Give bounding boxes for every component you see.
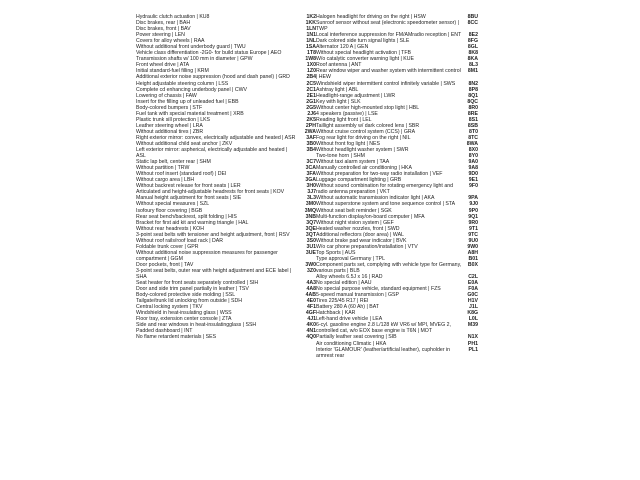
option-code: 8S1 — [468, 116, 478, 123]
option-code: 9R0 — [468, 219, 478, 226]
option-code: 9Q1 — [468, 213, 478, 220]
option-row — [316, 322, 478, 334]
option-code: 2WA — [304, 128, 316, 135]
option-description: Front wheel drive | ATA — [136, 62, 190, 69]
option-code: PL1 — [468, 346, 478, 353]
option-code: 1T8 — [307, 50, 316, 57]
option-description: Disc brakes, front | BAV — [136, 26, 191, 33]
option-description: W/o car phone preparation/installation | VTV — [316, 243, 418, 250]
option-code: 8P8 — [468, 86, 478, 93]
option-description: Without roof rails/roof load rack | DAR — [136, 237, 223, 244]
option-code: 3H0 — [306, 183, 316, 190]
option-description: Static lap belt, center rear | SHM — [136, 159, 211, 166]
option-code: 8QC — [467, 98, 478, 105]
option-code: 1Z0 — [307, 68, 316, 75]
option-description: Lowering of chassis | FAW — [136, 92, 197, 99]
option-description: Power steering | LEN — [136, 32, 185, 39]
option-description: Tires 225/45 R17 | REI — [316, 298, 369, 305]
option-description: 4 speakers (passive) | LSE — [316, 110, 378, 117]
option-row — [316, 68, 478, 80]
option-description: Headlight-range adjustment | LWR — [316, 92, 396, 99]
option-code: 9A0 — [468, 159, 478, 166]
option-description: W/o catalytic converter warning light | KUE — [316, 56, 414, 63]
option-description: No special edition | AAU — [316, 280, 372, 287]
option-description: Foldable trunk cover | GPR — [136, 243, 199, 250]
option-row — [136, 334, 316, 340]
option-row — [316, 262, 478, 274]
option-code: PH1 — [467, 340, 478, 347]
option-description: Without automatic transmission indicator light | AKA — [316, 195, 435, 202]
option-description: Battery 280 A (60 Ah) | BAT — [316, 304, 379, 311]
option-code: 8R0 — [468, 104, 478, 111]
option-code: N1X — [467, 334, 478, 341]
option-description: Left-hand drive vehicle | LEA — [316, 316, 383, 323]
option-description: Luggage compartment lighting | GRB — [316, 177, 402, 184]
option-code: 9P0 — [468, 207, 478, 214]
option-code: C2L — [468, 274, 478, 281]
option-code: G0C — [467, 292, 478, 299]
option-description: Without night vision system | GEF — [316, 219, 394, 226]
option-description: Without additional tires | ZBR — [136, 128, 204, 135]
option-description: Alternator 120 A | GEN — [316, 44, 369, 51]
option-code: 3NB — [305, 213, 316, 220]
option-code: 4A8 — [306, 286, 316, 293]
option-description: Door pockets, front | TAV — [136, 261, 194, 268]
option-description: Additional reflectors (door area) | WAL — [316, 231, 404, 238]
option-description: Without additional child seat anchor | ZKV — [136, 140, 233, 147]
option-code: 3B0 — [306, 140, 316, 147]
option-description: Hydraulic clutch actuation | KU8 — [136, 14, 210, 20]
option-code: 1X0 — [306, 62, 316, 69]
option-code: 2PH — [305, 122, 316, 129]
option-description: No flame retardent materials | SES — [136, 334, 217, 341]
option-description: Fuel tank with special material treatment | XRB — [136, 110, 244, 117]
option-code: 3QE — [305, 225, 316, 232]
option-code: 3AF — [306, 134, 316, 141]
option-description: Seat heater for front seats separately controlled | SIH — [136, 280, 259, 287]
option-code: 8Y0 — [468, 153, 478, 160]
option-code: 1SA — [305, 44, 316, 51]
option-description: Body-colored bumpers | STF — [136, 104, 203, 111]
option-description: Disc brakes, rear | BAH — [136, 20, 191, 27]
option-code: 8SB — [467, 122, 478, 129]
option-description: Component parts set, complying with vehicle type for Germany, various parts | BLB — [316, 261, 462, 274]
option-code: 3U1 — [306, 243, 316, 250]
option-description: Without additional front underbody guard | TWU — [136, 44, 246, 51]
option-description: Interior 'GLAMOUR' (leather/artificial leather), cupholder in armrest rear — [316, 346, 451, 359]
option-code: 4N1 — [306, 328, 316, 335]
option-description: Manual height adjustment for front seats | SIE — [136, 195, 242, 202]
option-description: Sunroof sensor without seat (electronic speedometer sensor) | TWP — [316, 20, 459, 33]
option-description: Local interference suppression for FM/AMradio reception | ENT — [316, 32, 462, 39]
option-code: 2G1 — [306, 98, 316, 105]
option-code: 3FA — [306, 171, 316, 178]
option-code: 9U0 — [468, 237, 478, 244]
option-code: 3M0 — [305, 201, 316, 208]
option-description: Left exterior mirror: aspherical, electrically adjustable and heated | ASL — [136, 147, 288, 160]
option-description: Top Sports | AUS — [316, 249, 356, 256]
option-description: Rear window wiper and washer system with intermittent control | HEW — [316, 68, 461, 81]
option-description: Tailgate/trunk lid unlocking from outside | SDH — [136, 298, 243, 305]
option-code: 2E1 — [306, 92, 316, 99]
option-code: 3B4 — [306, 147, 316, 154]
option-code: 1N1 — [306, 32, 316, 39]
option-list-right — [316, 14, 478, 359]
option-description: Body-colored protective side molding | SSL — [136, 292, 236, 299]
option-code: 3GA — [305, 177, 316, 184]
option-description: Articulated and height-adjustable headrests for front seats | KOV — [136, 189, 285, 196]
option-description: Covers for alloy wheels | RAA — [136, 38, 205, 45]
option-code: 1NL — [306, 38, 316, 45]
option-description: Rear seat bench/backrest, split folding | HIS — [136, 213, 237, 220]
option-code: 8BU — [467, 14, 478, 20]
option-code: 9PA — [468, 195, 478, 202]
option-row — [136, 268, 316, 280]
option-code: 8M1 — [467, 68, 478, 75]
option-description: Halogen headlight for driving on the right | HSW — [316, 14, 426, 20]
option-description: Reading light front | LEL — [316, 116, 372, 123]
option-description: Without special measures | SZL — [136, 201, 210, 208]
option-description: Without preparation for two-way radio installation | VEF — [316, 171, 443, 178]
option-code: E0A — [467, 280, 478, 287]
option-list-left — [136, 14, 316, 341]
option-description: Heated washer nozzles, front | SWD — [316, 225, 400, 232]
option-code: 2J6 — [307, 110, 316, 117]
option-code: 8RE — [467, 110, 478, 117]
option-code: 9A8 — [468, 165, 478, 172]
option-description: Without cargo area | LBH — [136, 177, 195, 184]
option-code: 8N2 — [468, 80, 478, 87]
option-code: 4AB — [305, 292, 316, 299]
option-code: 3J7 — [307, 189, 316, 196]
option-description: Without cruise control system (CCS) | GRA — [316, 128, 416, 135]
option-code: 8T0 — [469, 128, 478, 135]
option-description: Without front fog light | NES — [316, 140, 380, 147]
option-code: 4A3 — [306, 280, 316, 287]
option-code: 8E2 — [468, 32, 478, 39]
option-code: 8L3 — [469, 62, 478, 69]
option-description: Fog rear light for driving on the right | NIL — [316, 134, 411, 141]
option-code: 4Q0 — [306, 334, 316, 341]
option-code: 8K8 — [468, 50, 478, 57]
option-description: Without brake pad wear indicator | BVK — [316, 237, 407, 244]
option-description: Without superstone system and tone sequence control | STA — [316, 201, 456, 208]
option-description: Multi-function display/on-board computer | MFA — [316, 213, 425, 220]
option-code: 9E1 — [468, 177, 478, 184]
option-code: B0X — [467, 261, 478, 268]
option-code: 9J0 — [469, 201, 478, 208]
option-description: Manually controlled air conditioning | HKA — [316, 165, 412, 172]
option-code: 3MQ — [304, 207, 316, 214]
option-description: Alloy wheels 6.5J x 16 | RAD — [316, 274, 383, 281]
option-code: 8KA — [467, 56, 478, 63]
option-row — [136, 147, 316, 159]
option-description: Without backrest release for front seats | LER — [136, 183, 241, 190]
option-description: Dark colored side turn signal lights | SLE — [316, 38, 410, 45]
option-description: Without center high-mounted stop light | HBL — [316, 104, 420, 111]
option-code: 9W0 — [467, 243, 478, 250]
option-code: 2G5 — [306, 104, 316, 111]
option-code: 3Z0 — [307, 267, 316, 274]
option-code: 4K0 — [306, 322, 316, 329]
option-code: 8TC — [468, 134, 478, 141]
option-description: Ashtray light | ABL — [316, 86, 359, 93]
option-description: Without additional noise suppression measures for passenger compartment | GGM — [136, 249, 278, 262]
option-description: Windshield wiper intermittent control infinitely variable | SWS — [316, 80, 456, 87]
option-code: 8WA — [466, 140, 478, 147]
option-description: Without special headlight activation | TFB — [316, 50, 411, 57]
option-code: 3C7 — [306, 159, 316, 166]
option-code: 1KK — [305, 20, 316, 27]
option-code: 1LN — [306, 26, 316, 33]
option-code: J1L — [469, 304, 478, 311]
option-code: K8G — [467, 310, 478, 317]
option-description: Additional exterior noise suppression (hood and dash panel) | GRD — [136, 74, 290, 81]
option-description: Without rear headrests | KOH — [136, 225, 204, 232]
option-description: 6-cyl. gasoline engine 2.8 L/128 kW VR6 w/ MPI, MVEG 2, controlled cat, w/o EOX base engine is T6N | MOT — [316, 322, 451, 335]
option-row — [316, 347, 478, 359]
option-description: Air conditioning Climatic | HKA — [316, 340, 387, 347]
option-description: Without seat belt reminder | SGK — [316, 207, 392, 214]
option-code: 8FG — [467, 38, 478, 45]
option-code: B01 — [468, 255, 478, 262]
option-description: Right exterior mirror: convex, electrically adjustable and heated | ASR — [136, 134, 296, 141]
option-code: 9D0 — [468, 171, 478, 178]
option-code: 8Q1 — [468, 92, 478, 99]
option-description: Central locking system | TKV — [136, 304, 203, 311]
option-code: 8GL — [467, 44, 478, 51]
option-description: Leather steering wheel | LRA — [136, 122, 203, 129]
option-description: Type approval Germany | TPL — [316, 255, 386, 262]
option-code: H1V — [467, 298, 478, 305]
option-code: F0A — [468, 286, 478, 293]
option-code: 3Q7 — [306, 219, 316, 226]
option-description: Without headlight washer system | SWR — [316, 147, 409, 154]
option-description: 3-point seat belts, outer rear with height adjustment and ECE label | SHA — [136, 267, 292, 281]
option-description: Without roof insert (standard roof) | DEI — [136, 171, 227, 178]
option-description: 5-speed manual transmission | GSP — [316, 292, 399, 299]
option-description: Door and side trim panel partially in leather | TSV — [136, 286, 249, 293]
option-description: Isofoury floor covering | BGB — [136, 207, 203, 214]
option-description: Two-tone horn | SHM — [316, 153, 365, 160]
option-description: Taillight assembly w/ dark colored lens | SBR — [316, 122, 420, 129]
option-code: 4J1 — [307, 316, 316, 323]
option-code: A8H — [467, 249, 478, 256]
option-code: 3W0 — [305, 261, 316, 268]
option-code: 3QT — [305, 231, 316, 238]
option-code: 9T1 — [469, 225, 478, 232]
option-code: 1K2 — [306, 14, 316, 20]
option-description: Hatchback | KAR — [316, 310, 356, 317]
option-code: 9F0 — [469, 183, 478, 190]
option-description: Height adjustable steering column | LSS — [136, 80, 229, 87]
option-code: 8CC — [467, 20, 478, 27]
option-description: Initial standard-fuel filling | KRM — [136, 68, 209, 75]
option-description: Without sound combination for rotating emergency light and radio antenna preparation | VKT — [316, 183, 453, 196]
option-description: Side and rear windows in heat-insulatingglass | SSH — [136, 322, 257, 329]
option-code: 2C1 — [306, 86, 316, 93]
option-row — [316, 183, 478, 195]
option-code: 9TC — [468, 231, 478, 238]
option-description: No special purpose vehicle, standard equipment | FZS — [316, 286, 441, 293]
option-code: 4GF — [305, 310, 316, 317]
option-description: 3-point seat belts with tensioner and height adjustment, front | RSV — [136, 231, 290, 238]
option-description: Windshield in heat-insulating glass | WSS — [136, 310, 232, 317]
option-code: 3CA — [305, 165, 316, 172]
option-code: 4E0 — [306, 298, 316, 305]
option-code: 8X0 — [468, 147, 478, 154]
option-description: Vehicle class differentiation -2G0- for build status Europe | AEO — [136, 50, 282, 57]
option-description: Without taxi alarm system | TAA — [316, 159, 390, 166]
option-description: Key with light | SLK — [316, 98, 361, 105]
option-description: Without partition | TRW — [136, 165, 190, 172]
option-code: 3L3 — [307, 195, 316, 202]
option-description: Padded dashboard | INT — [136, 328, 193, 335]
option-code: 4F1 — [307, 304, 316, 311]
option-description: Partially leather seat covering | SIB — [316, 334, 397, 341]
option-code: 3UE — [305, 249, 316, 256]
option-code: L0L — [468, 316, 478, 323]
option-row — [316, 20, 478, 32]
option-description: Transmission shafts w/ 100 mm in diameter | GPW — [136, 56, 253, 63]
option-description: Complete cd enhancing underbody panel | CWV — [136, 86, 247, 93]
option-code: 2B4 — [306, 74, 316, 81]
option-code: 2C5 — [306, 80, 316, 87]
option-code: 3S0 — [306, 237, 316, 244]
option-description: Roof antenna | ANT — [316, 62, 362, 69]
option-code: M39 — [467, 322, 478, 329]
option-row — [136, 250, 316, 262]
option-description: Insert for the filling up of unleaded fuel | EBB — [136, 98, 239, 105]
option-code: 2K5 — [306, 116, 316, 123]
option-description: Floor tray, extension center console | ZTA — [136, 316, 232, 323]
option-description: Plastic trunk sill protection | LKS — [136, 116, 211, 123]
option-code: 1W8 — [305, 56, 316, 63]
option-description: Bracket for first aid kit and warning triangle | HAL — [136, 219, 249, 226]
